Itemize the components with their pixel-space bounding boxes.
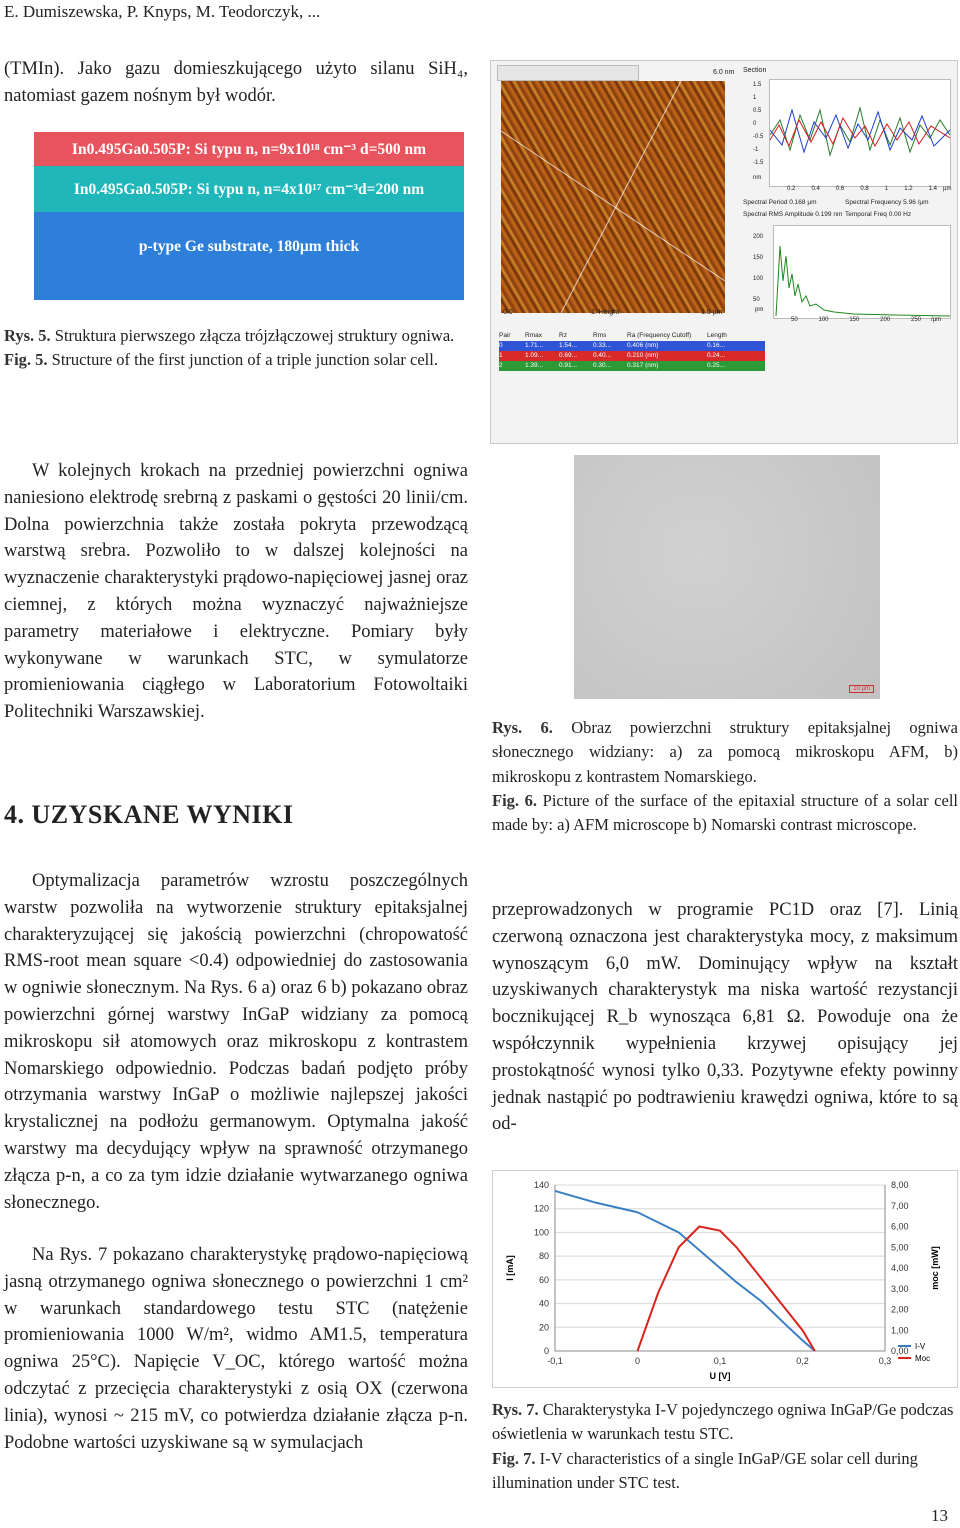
roughness-table <box>499 331 765 371</box>
fig5-fig-label: Fig. 5. <box>4 350 48 370</box>
section-y-3: 0.5 <box>753 108 762 114</box>
page-number: 13 <box>931 1506 948 1525</box>
section-y-2: 1 <box>753 95 757 101</box>
psd-y-3: 100 <box>753 276 764 282</box>
afm-section-lines <box>501 81 725 313</box>
cell: 0.24... <box>707 352 726 359</box>
nomarski-image <box>574 455 880 699</box>
y2-tick-label: 7,00 <box>891 1200 909 1211</box>
y-tick-label: 0 <box>543 1346 549 1356</box>
cell: 1.09... <box>525 352 544 359</box>
y-tick-label: 100 <box>533 1227 549 1238</box>
fig7-rys <box>492 1398 958 1447</box>
intro-paragraph <box>4 56 468 110</box>
iv-chart <box>492 1170 958 1388</box>
cell: 0.406 (nm) <box>627 342 659 349</box>
fig5-rys <box>4 324 466 348</box>
legend-label: Moc <box>915 1354 931 1363</box>
legend-label: I-V <box>915 1342 926 1351</box>
section-x-6: 1.2 <box>904 186 913 192</box>
y2-tick-label: 3,00 <box>891 1283 909 1294</box>
cell: 0.16... <box>707 342 726 349</box>
psd-y-4: 50 <box>753 297 760 303</box>
fig7-fig-label: Fig. 7. <box>492 1448 536 1468</box>
th-rms: Rms <box>593 332 607 339</box>
layer-top <box>34 132 464 166</box>
spectral-period: Spectral Period 0.168 µm <box>743 199 817 206</box>
y-tick-label: 60 <box>538 1274 549 1285</box>
fig7-caption <box>492 1398 958 1495</box>
cell: 0.317 (nm) <box>627 362 659 369</box>
cell: 0 <box>499 342 503 349</box>
paragraph-1: W kolejnych krokach na przedniej powierzchni ogniwa naniesiono elektrodę srebrną z paskami o gęstości 20 linii/cm. Dolna powierzchnia także została pokryta przewodzącą warstwą srebra. Pozwoliło to w dalszej kolejności na wyznaczenie charakterystyki prądowo-napięciowej jasnej oraz ciemnej, z których można wyznaczyć najważniejsze parametry materiałowe i elektryczne. Pomiary były wykonywane w warunkach STC, w symulatorze promieniowania ciągłego w Laboratorium Fotowoltaiki Politechniki Warszawskiej. <box>4 461 468 723</box>
x-tick-label: 0,2 <box>796 1356 809 1366</box>
x-tick-label: 0,1 <box>713 1356 727 1366</box>
x-tick-label: 0 <box>634 1356 641 1366</box>
fig6-rys-text: Obraz powierzchni struktury epitaksjalnej ogniwa słonecznego widziany: a) za pomocą mikroskopu AFM, b) mikroskopu z kontrastem Nomarskiego. <box>492 718 958 786</box>
section-x-ticks <box>787 186 937 192</box>
afm-scale-top: 6.0 nm <box>713 69 735 76</box>
afm-scale-bottom: 0.0 <box>503 309 513 316</box>
th-rz: Rz <box>559 332 567 339</box>
psd-x-4: 200 <box>880 317 891 323</box>
layer-substrate <box>34 212 464 300</box>
section-heading: 4. UZYSKANE WYNIKI <box>4 800 294 829</box>
fig6-rys <box>492 716 958 789</box>
temporal-frequency: Temporal Freq 0.00 Hz <box>845 211 912 218</box>
y-tick-label: 40 <box>538 1298 549 1309</box>
layer-substrate-label: p-type Ge substrate, 180µm thick <box>138 238 360 255</box>
psd-y-ticks <box>753 227 771 311</box>
y2-tick-label: 6,00 <box>891 1221 909 1232</box>
fig7-fig-text: I-V characteristics of a single InGaP/GE solar cell during illumination under STC test. <box>492 1448 918 1492</box>
psd-x-1: 50 <box>791 317 798 323</box>
section-y-7: -1.5 <box>753 160 764 166</box>
fig7-rys-text: Charakterystyka I-V pojedynczego ogniwa InGaP/Ge podczas oświetlenia w warunkach testu STC. <box>492 1400 954 1444</box>
psd-plot <box>773 225 951 319</box>
section-y-6: -1 <box>753 147 759 153</box>
th-rmax: Rmax <box>525 332 542 339</box>
fig5-fig <box>4 348 466 372</box>
fig5-layer-diagram <box>34 132 464 300</box>
afm-toolbar <box>497 65 639 81</box>
y-tick-label: 20 <box>538 1322 549 1333</box>
table-header <box>499 331 765 341</box>
spectral-frequency: Spectral Frequency 5.96 /µm <box>845 199 929 206</box>
fig6-rys-label: Rys. 6. <box>492 718 553 737</box>
section-profile-lines <box>770 80 950 186</box>
section-y-4: 0 <box>753 121 757 127</box>
cell: 0.91... <box>559 362 578 369</box>
cell: 1.71... <box>525 342 544 349</box>
cell: 0.25... <box>707 362 726 369</box>
psd-x-5: 250 <box>910 317 921 323</box>
psd-x-ticks <box>791 317 921 323</box>
psd-y-2: 150 <box>753 255 764 261</box>
section-x-1: 0.2 <box>787 186 796 192</box>
running-head: E. Dumiszewska, P. Knyps, M. Teodorczyk, ... <box>4 2 321 21</box>
y2-tick-label: 2,00 <box>891 1304 909 1315</box>
section-x-4: 0.8 <box>860 186 869 192</box>
y-axis-label: I [mA] <box>505 1255 515 1281</box>
paragraph-3: Na Rys. 7 pokazano charakterystykę prądowo-napięciową jasną otrzymanego ogniwa słonecznego o powierzchni 1 cm² w warunkach standardowego testu STC (natężenie promieniowania 1000 W/m², widmo AM1.5, temperatura ogniwa 25°C). Napięcie V_OC, którego wartość można odczytać z przecięcia charakterystyki z osią OX (czerwona linia), wynosi ~ 215 mV, co potwierdza działanie złącza p-n. Podobne wartości uzyskiwane są w symulacjach <box>4 1245 468 1453</box>
y-tick-label: 140 <box>533 1180 549 1190</box>
x-axis-label: U [V] <box>709 1371 731 1381</box>
section-plot <box>769 79 951 187</box>
psd-x-3: 150 <box>849 317 860 323</box>
afm-size-label: 1.0 µm <box>701 309 723 316</box>
fig6-fig-text: Picture of the surface of the epitaxial structure of a solar cell made by: a) AFM microscope b) Nomarski contrast microscope. <box>492 790 958 835</box>
cell: 0.69... <box>559 352 578 359</box>
psd-spectrum <box>774 226 950 318</box>
section-y-1: 1.5 <box>753 82 762 88</box>
afm-screenshot <box>490 60 958 444</box>
section-y-unit: nm <box>753 175 762 181</box>
psd-y-1: 200 <box>753 234 764 240</box>
afm-height-label: 1: Height <box>591 309 620 316</box>
th-pair: Pair <box>499 332 511 339</box>
series-line-moc <box>638 1227 815 1352</box>
y2-tick-label: 0,00 <box>891 1346 909 1356</box>
section-title: Section <box>743 67 767 74</box>
intro-text: (TMIn). Jako gazu domieszkującego użyto silanu SiH₄, natomiast gazem nośnym był wodór. <box>4 59 468 106</box>
psd-x-2: 100 <box>818 317 829 323</box>
paragraph-4: przeprowadzonych w programie PC1D oraz [7]. Linią czerwoną oznaczona jest charakterystyka mocy, z maksimum wynoszącym 6,0 mW. Dominujący wpływ na kształt uzyskiwanych charakterystyk ma niska wartość rezystancji bocznikującej R_b wynosząca 6,81 Ω. Powoduje ona że współczynnik wypełnienia krzywej opisujący jej prostokątność wynosi tylko 0,33. Pozytywne efekty powinny jednak nastąpić po podtrawieniu krawędzi ogniwa, które to są od- <box>492 900 958 1135</box>
x-tick-label: -0,1 <box>547 1356 563 1366</box>
x-tick-label: 0,3 <box>878 1356 892 1366</box>
fig7-fig <box>492 1447 958 1496</box>
cell: 0.30... <box>593 362 612 369</box>
section-x-2: 0.4 <box>811 186 820 192</box>
section-y-5: -0.5 <box>753 134 764 140</box>
section-x-7: 1.4 <box>928 186 937 192</box>
y2-tick-label: 5,00 <box>891 1242 909 1253</box>
cell: 1.54... <box>559 342 578 349</box>
th-ra: Ra (Frequency Cutoff) <box>627 332 692 339</box>
y2-tick-label: 4,00 <box>891 1263 909 1273</box>
iv-chart-svg <box>493 1171 957 1387</box>
table-row <box>499 351 765 361</box>
afm-height-image <box>501 81 725 313</box>
psd-x-unit: /µm <box>931 317 942 323</box>
section-x-3: 0.6 <box>835 186 845 192</box>
fig7-rys-label: Rys. 7. <box>492 1400 539 1419</box>
y-tick-label: 80 <box>538 1251 549 1262</box>
fig5-rys-label: Rys. 5. <box>4 326 51 345</box>
cell: 1.39... <box>525 362 544 369</box>
table-row <box>499 361 765 371</box>
cell: 2 <box>499 362 503 369</box>
nomarski-scale-bar: 10 µm <box>849 685 874 693</box>
cell: 1 <box>499 352 503 359</box>
y2-tick-label: 8,00 <box>891 1180 909 1190</box>
fig6-fig-label: Fig. 6. <box>492 790 538 810</box>
fig6-caption <box>492 716 958 837</box>
fig5-rys-text: Struktura pierwszego złącza trójzłączowej struktury ogniwa. <box>54 326 455 345</box>
layer-middle <box>34 166 464 212</box>
fig6-fig <box>492 789 958 838</box>
table-row <box>499 341 765 351</box>
section-y-ticks <box>753 79 769 170</box>
psd-unit: pm <box>755 307 764 313</box>
cell: 0.210 (nm) <box>627 352 659 359</box>
layer-middle-label: In0.495Ga0.505P: Si typu n, n=4x10¹⁷ cm⁻³d=200 nm <box>73 180 425 198</box>
cell: 0.33... <box>593 342 612 349</box>
section-x-5: 1 <box>884 186 889 192</box>
layer-top-label: In0.495Ga0.505P: Si typu n, n=9x10¹⁸ cm⁻³ d=500 nm <box>71 140 427 158</box>
fig5-fig-text: Structure of the first junction of a triple junction solar cell. <box>51 350 438 370</box>
th-length: Length <box>707 332 727 339</box>
y2-axis-label: moc [mW] <box>930 1246 940 1290</box>
spectral-rms: Spectral RMS Amplitude 0.199 nm <box>743 211 843 218</box>
paragraph-2: Optymalizacja parametrów wzrostu poszczególnych warstw pozwoliła na wytworzenie struktury epitaksjalnej charakteryzującej się jakością powierzchni (chropowatość RMS-root mean square <0.4) odpowiedniej do zastosowania w ogniwie słonecznym. Na Rys. 6 a) oraz 6 b) pokazano obraz powierzchni górnej warstwy InGaP widziany za pomocą mikroskopu sił atomowych oraz mikroskopu z kontrastem Nomarskiego odpowiednio. Podczas badań podjęto próby otrzymania warstwy InGaP o możliwie najlepszej jakości krystalicznej na podłożu germanowym. Optymalna jakość warstwy ma decydujący wpływ na sprawność otrzymanego złącza p-n, a co za tym idzie działanie wytwarzanego ogniwa słonecznego. <box>4 871 468 1213</box>
y-tick-label: 120 <box>533 1203 549 1214</box>
cell: 0.40... <box>593 352 612 359</box>
y2-tick-label: 1,00 <box>891 1325 909 1336</box>
fig5-caption <box>4 324 466 373</box>
section-x-unit: µm <box>943 186 952 192</box>
